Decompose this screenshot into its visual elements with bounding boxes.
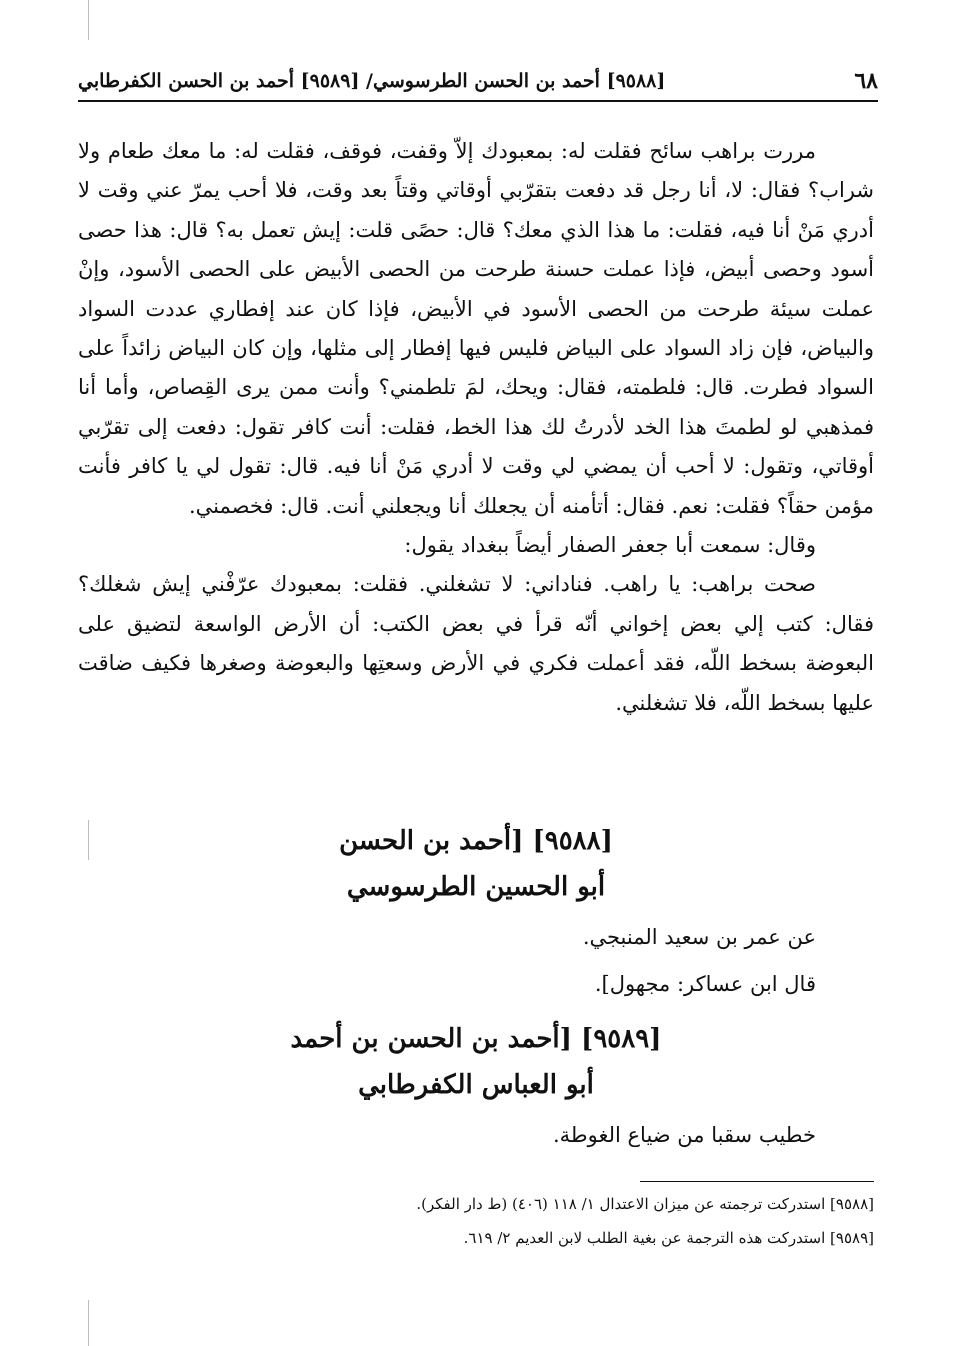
footnote: [٩٥٨٩] استدركت هذه الترجمة عن بغية الطلب لابن العديم ٢/ ٦١٩. xyxy=(463,1229,874,1247)
entry-heading-kunya: أبو العباس الكفرطابي xyxy=(358,1070,594,1100)
entry-heading-line: [٩٥٨٩] [أحمد بن الحسن بن أحمد xyxy=(290,1024,662,1054)
entry-heading-9588 xyxy=(78,818,874,910)
page-number: ٦٨ xyxy=(854,68,878,94)
entry-text-line: خطيب سقبا من ضياع الغوطة. xyxy=(552,1123,816,1147)
main-text xyxy=(78,132,874,723)
paragraph-narration-intro: وقال: سمعت أبا جعفر الصفار أيضاً ببغداد يقول: xyxy=(404,533,816,558)
running-header xyxy=(78,64,878,102)
header-rule xyxy=(78,100,878,102)
paragraph-second-monk: صحت براهب: يا راهب. فناداني: لا تشغلني. فقلت: بمعبودك عرّفْني إيش شغلك؟ فقال: كتب إلي بعض إخواني أنّه قرأ في بعض الكتب: أن الأرض الواسعة لتضيق على البعوضة بسخط اللّه، فقد أعملت فكري في الأرض وسعتِها والبعوضة وصغرها فكيف ضاقت عليها بسخط اللّه، فلا تشغلني. xyxy=(78,572,874,715)
footnote-separator xyxy=(640,1181,874,1182)
entry-text-line: قال ابن عساكر: مجهول]. xyxy=(594,972,816,996)
entry-heading-line: [٩٥٨٨] [أحمد بن الحسن xyxy=(339,826,613,856)
running-title: [٩٥٨٨] أحمد بن الحسن الطرسوسي/ [٩٥٨٩] أحمد بن الحسن الكفرطابي xyxy=(78,70,666,92)
footnote: [٩٥٨٨] استدركت ترجمته عن ميزان الاعتدال ١/ ١١٨ (٤٠٦) (ط دار الفكر). xyxy=(416,1195,874,1213)
entry-heading-kunya: أبو الحسين الطرسوسي xyxy=(346,872,606,902)
entry-heading-9589 xyxy=(78,1016,874,1108)
scan-margin-line xyxy=(88,1300,89,1346)
paragraph-monk-story: مررت براهب سائح فقلت له: بمعبودك إلاّ وقفت، فوقف، فقلت له: ما معك طعام ولا شراب؟ فقال: لا، أنا رجل قد دفعت بتقرّبي أوقاتي وقتاً بعد وقت، فلا أحب يمرّ عني وقت لا أدري مَنْ أنا فيه، فقلت: ما هذا الذي معك؟ قال: حصًى قلت: إيش تعمل به؟ قال: هذا حصى أسود وحصى أبيض، فإذا عملت حسنة طرحت من الحصى الأبيض على الحصى الأسود، وإنْ عملت سيئة طرحت من الحصى الأسود في الأبيض، فإذا كان عند إفطاري عددت السواد والبياض، فإن زاد السواد على البياض فليس فيها إفطار إلى مثلها، وإن كان البياض زائداً على السواد فطرت. قال: فلطمته، فقال: ويحك، لمَ تلطمني؟ وأنت ممن يرى القِصاص، وأما أنا فمذهبي لو لطمتَ هذا الخد لأدرتُ لك هذا الخط، فقلت: أنت كافر تقول: دفعت إلى تقرّبي أوقاتي، وتقول: لا أحب أن يمضي لي وقت لا أدري مَنْ أنا فيه. قال: تقول لي يا كافر فأنت مؤمن حقاً؟ فقلت: نعم. فقال: أتأمنه أن يجعلك أنا ويجعلني أنت. قال: فخصمني. xyxy=(78,139,874,518)
entry-text-line: عن عمر بن سعيد المنبجي. xyxy=(582,925,816,949)
scan-margin-line xyxy=(88,0,89,40)
